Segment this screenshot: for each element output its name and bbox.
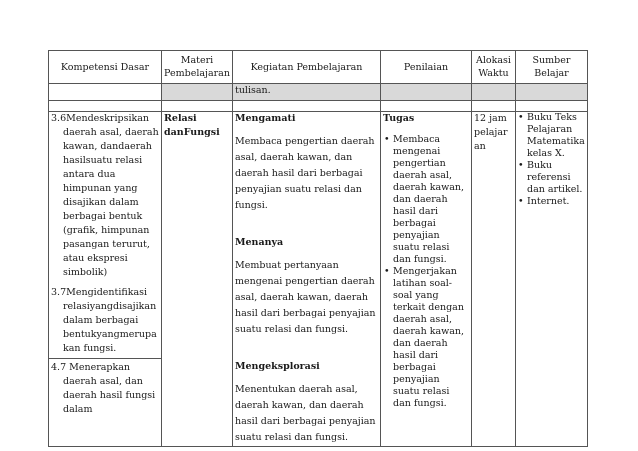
header-alokasi-waktu [472, 51, 516, 84]
kd-3-6 [51, 112, 159, 280]
penilaian-list [383, 134, 469, 410]
kd-3-7-text: Mengidentifikasi relasiyangdisajikan dalam berbagai bentukyangmerupa kan fungsi. [63, 287, 157, 354]
sumber-item: • Internet. [518, 196, 585, 208]
carryover-kegiatan: tulisan. [233, 84, 381, 101]
materi-line2: danFungsi [164, 127, 220, 138]
lesson-plan-table [48, 50, 588, 447]
kompetensi-cell [49, 112, 162, 447]
alokasi-cell: 12 jam pelajaran [472, 112, 516, 447]
header-materi-pembelajaran [162, 51, 233, 84]
materi-cell [162, 112, 233, 447]
sumber-item: • Buku referensi dan artikel. [518, 160, 585, 196]
spacer-row [49, 101, 588, 112]
kd-3-6-number: 3.6 [51, 113, 67, 124]
kegiatan-cell [233, 112, 381, 447]
header-sumber-belajar [516, 51, 588, 84]
header-alokasi-line1: Alokasi [476, 55, 511, 66]
sumber-cell [516, 112, 588, 447]
kegiatan-mengamati-title: Mengamati [235, 113, 296, 124]
sumber-item: • Buku Teks Pelajaran Matematika kelas X. [518, 112, 585, 160]
header-penilaian: Penilaian [381, 51, 472, 84]
materi-line1: Relasi [164, 113, 197, 124]
kegiatan-mengeksplorasi-text: Menentukan daerah asal, daerah kawan, dan daerah hasil dari berbagai penyajian suatu relasi dan fungsi. [235, 384, 376, 443]
header-materi-line2: Pembelajaran [164, 68, 230, 79]
sumber-list [518, 112, 585, 208]
kegiatan-mengamati-text: Membaca pengertian daerah asal, daerah kawan, dan daerah hasil dari berbagai penyajian suatu relasi dan fungsi. [235, 136, 375, 211]
kegiatan-mengeksplorasi-title: Mengeksplorasi [235, 361, 320, 372]
penilaian-cell [381, 112, 472, 447]
penilaian-title: Tugas [383, 113, 415, 124]
header-kompetensi-dasar: Kompetensi Dasar [49, 51, 162, 84]
kd-3-7 [51, 286, 159, 356]
kd-4-7 [51, 361, 159, 417]
header-sumber-line2: Belajar [534, 68, 569, 79]
penilaian-item: • Mengerjakan latihan soal-soal yang terkait dengan daerah asal, daerah kawan, dan daerah hasil dari berbagai penyajian suatu relasi dan fungsi. [383, 266, 469, 410]
header-kegiatan-pembelajaran: Kegiatan Pembelajaran [233, 51, 381, 84]
kd-4-7-text: Menerapkan daerah asal, dan daerah hasil fungsi dalam [63, 362, 156, 415]
kegiatan-menanya-text: Membuat pertanyaan mengenai pengertian daerah asal, daerah kawan, daerah hasil dari berbagai penyajian suatu relasi dan fungsi. [235, 260, 376, 335]
header-alokasi-line2: Waktu [478, 68, 509, 79]
kd-3-6-text: Mendeskripsikan daerah asal, daerah kawan, dandaerah hasilsuatu relasi antara dua himpunan yang disajikan dalam berbagai bentuk (grafik, himpunan pasangan terurut, atau ekspresi simbolik) [63, 113, 159, 278]
kegiatan-menanya-title: Menanya [235, 237, 284, 248]
kd-3-7-number: 3.7 [51, 287, 67, 298]
table-header-row [49, 51, 588, 84]
kd-4-7-number: 4.7 [51, 362, 67, 373]
penilaian-item: • Membaca mengenai pengertian daerah asal, daerah kawan, dan daerah hasil dari berbagai penyajian suatu relasi dan fungsi. [383, 134, 469, 266]
content-row [49, 112, 588, 447]
carryover-row [49, 84, 588, 101]
header-materi-line1: Materi [180, 55, 214, 66]
header-sumber-line1: Sumber [532, 55, 571, 66]
